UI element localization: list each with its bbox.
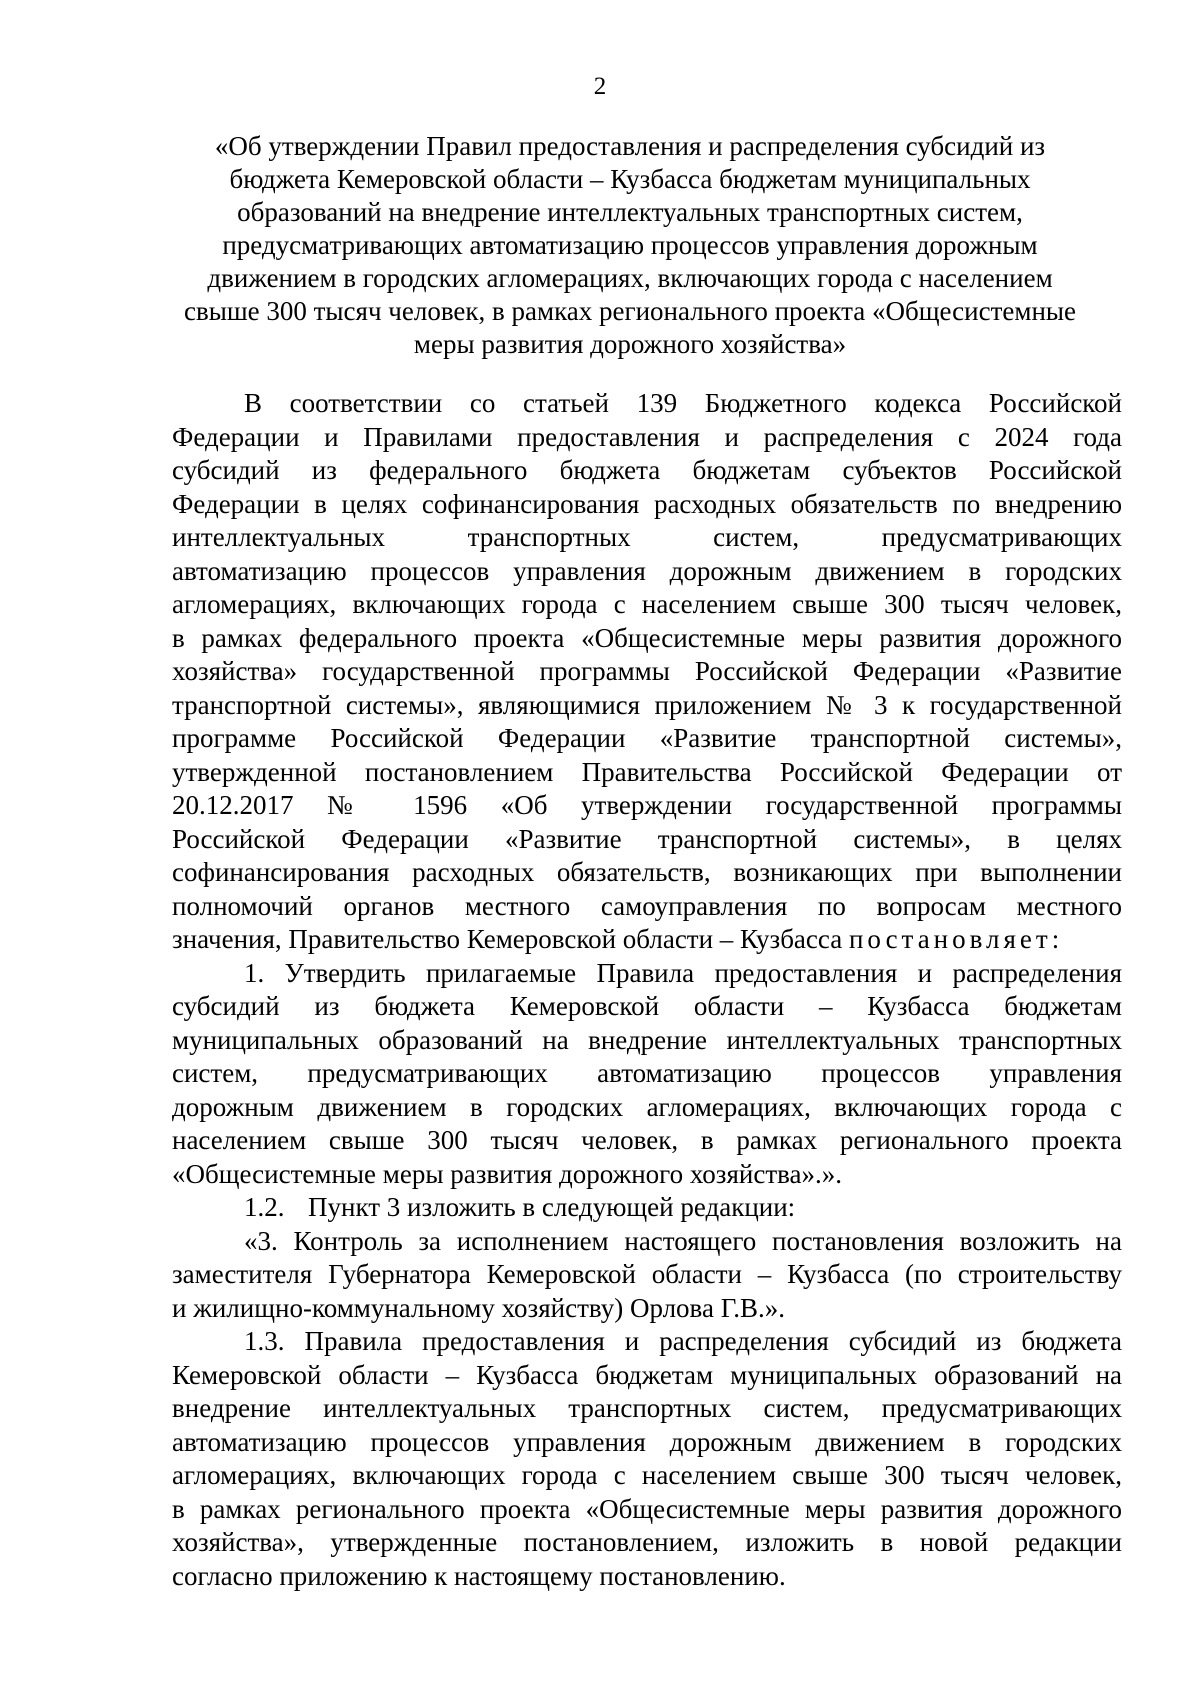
text-line: муниципальных образований на внедрение интеллектуальных транспортных <box>172 1024 1122 1055</box>
title-line: бюджета Кемеровской области – Кузбасса бюджетам муниципальных <box>229 164 1031 194</box>
text-line: в рамках федерального проекта «Общесистемные меры развития дорожного <box>172 622 1122 653</box>
text-line: автоматизацию процессов управления дорожным движением в городских <box>172 1426 1122 1457</box>
text-line: дорожным движением в городских агломерациях, включающих города с <box>172 1091 1122 1122</box>
text-line: агломерациях, включающих города с населением свыше 300 тысяч человек, <box>172 1460 1122 1490</box>
title-line: движением в городских агломерациях, включающих города с населением <box>207 263 1053 293</box>
text-line: хозяйства», утвержденные постановлением, изложить в новой редакции <box>172 1527 1122 1557</box>
text-line: «3. Контроль за исполнением настоящего постановления возложить на <box>244 1225 1122 1256</box>
text-line: софинансирования расходных обязательств, возникающих при выполнении <box>172 857 1122 887</box>
text-line: 1.3. Правила предоставления и распределения субсидий из бюджета <box>244 1326 1122 1356</box>
text-line <box>172 1191 1122 1225</box>
item-number: 1.2. <box>244 1192 285 1222</box>
item-text: Пункт 3 изложить в следующей редакции: <box>308 1192 796 1222</box>
text-line: согласно приложению к настоящему постановлению. <box>172 1560 786 1591</box>
resolves-word: постановляет: <box>848 924 1064 954</box>
title-line: «Об утверждении Правил предоставления и распределения субсидий из <box>214 131 1046 161</box>
text-line: программе Российской Федерации «Развитие транспортной системы», <box>172 723 1122 753</box>
text-line: автоматизацию процессов управления дорожным движением в городских <box>172 555 1122 586</box>
text-line: населением свыше 300 тысяч человек, в рамках регионального проекта <box>172 1125 1122 1155</box>
item-3-paragraph <box>172 1225 1122 1326</box>
text-line: и жилищно-коммунальному хозяйству) Орлова Г.В.». <box>172 1292 786 1323</box>
text-line: утвержденной постановлением Правительства Российской Федерации от <box>172 756 1122 787</box>
title-line: свыше 300 тысяч человек, в рамках регионального проекта «Общесистемные <box>183 296 1077 326</box>
text-line: заместителя Губернатора Кемеровской области – Кузбасса (по строительству <box>172 1259 1122 1289</box>
text-line: полномочий органов местного самоуправления по вопросам местного <box>172 890 1122 921</box>
text-line: «Общесистемные меры развития дорожного хозяйства».». <box>172 1158 843 1189</box>
item-1-3-paragraph <box>172 1325 1122 1593</box>
page-number: 2 <box>593 73 607 100</box>
text-line: интеллектуальных транспортных систем, предусматривающих <box>172 522 1122 552</box>
text-line: транспортной системы», являющимися приложением № 3 к государственной <box>172 689 1122 720</box>
title-line: образований на внедрение интеллектуальных транспортных систем, <box>237 197 1023 227</box>
text-line <box>172 923 1122 957</box>
preamble-paragraph <box>172 387 1122 957</box>
text-line: В соответствии со статьей 139 Бюджетного кодекса Российской <box>244 388 1122 418</box>
text-line: 1. Утвердить прилагаемые Правила предоставления и распределения <box>244 957 1122 988</box>
document-title <box>170 130 1090 361</box>
item-1-paragraph <box>172 957 1122 1192</box>
text-line: субсидий из бюджета Кемеровской области – Кузбасса бюджетам <box>172 991 1122 1021</box>
text-line: субсидий из федерального бюджета бюджетам субъектов Российской <box>172 455 1122 485</box>
item-1-2-paragraph <box>172 1191 1122 1225</box>
text-line: хозяйства» государственной программы Российской Федерации «Развитие <box>172 656 1122 686</box>
title-line: меры развития дорожного хозяйства» <box>413 329 847 359</box>
text-line: Федерации и Правилами предоставления и распределения с 2024 года <box>172 421 1122 452</box>
title-line: предусматривающих автоматизацию процессов управления дорожным <box>222 230 1038 260</box>
text-line: Кемеровской области – Кузбасса бюджетам муниципальных образований на <box>172 1359 1122 1390</box>
text-line: Российской Федерации «Развитие транспортной системы», в целях <box>172 823 1122 854</box>
text-line: внедрение интеллектуальных транспортных систем, предусматривающих <box>172 1393 1122 1423</box>
text-line: систем, предусматривающих автоматизацию процессов управления <box>172 1058 1122 1088</box>
text-line: 20.12.2017 № 1596 «Об утверждении государственной программы <box>172 790 1122 820</box>
text-line: агломерациях, включающих города с населением свыше 300 тысяч человек, <box>172 589 1122 619</box>
preamble-last-text: значения, Правительство Кемеровской области – Кузбасса <box>172 924 843 954</box>
text-line: в рамках регионального проекта «Общесистемные меры развития дорожного <box>172 1493 1122 1524</box>
text-line: Федерации в целях софинансирования расходных обязательств по внедрению <box>172 488 1122 519</box>
document-body <box>172 387 1122 1593</box>
